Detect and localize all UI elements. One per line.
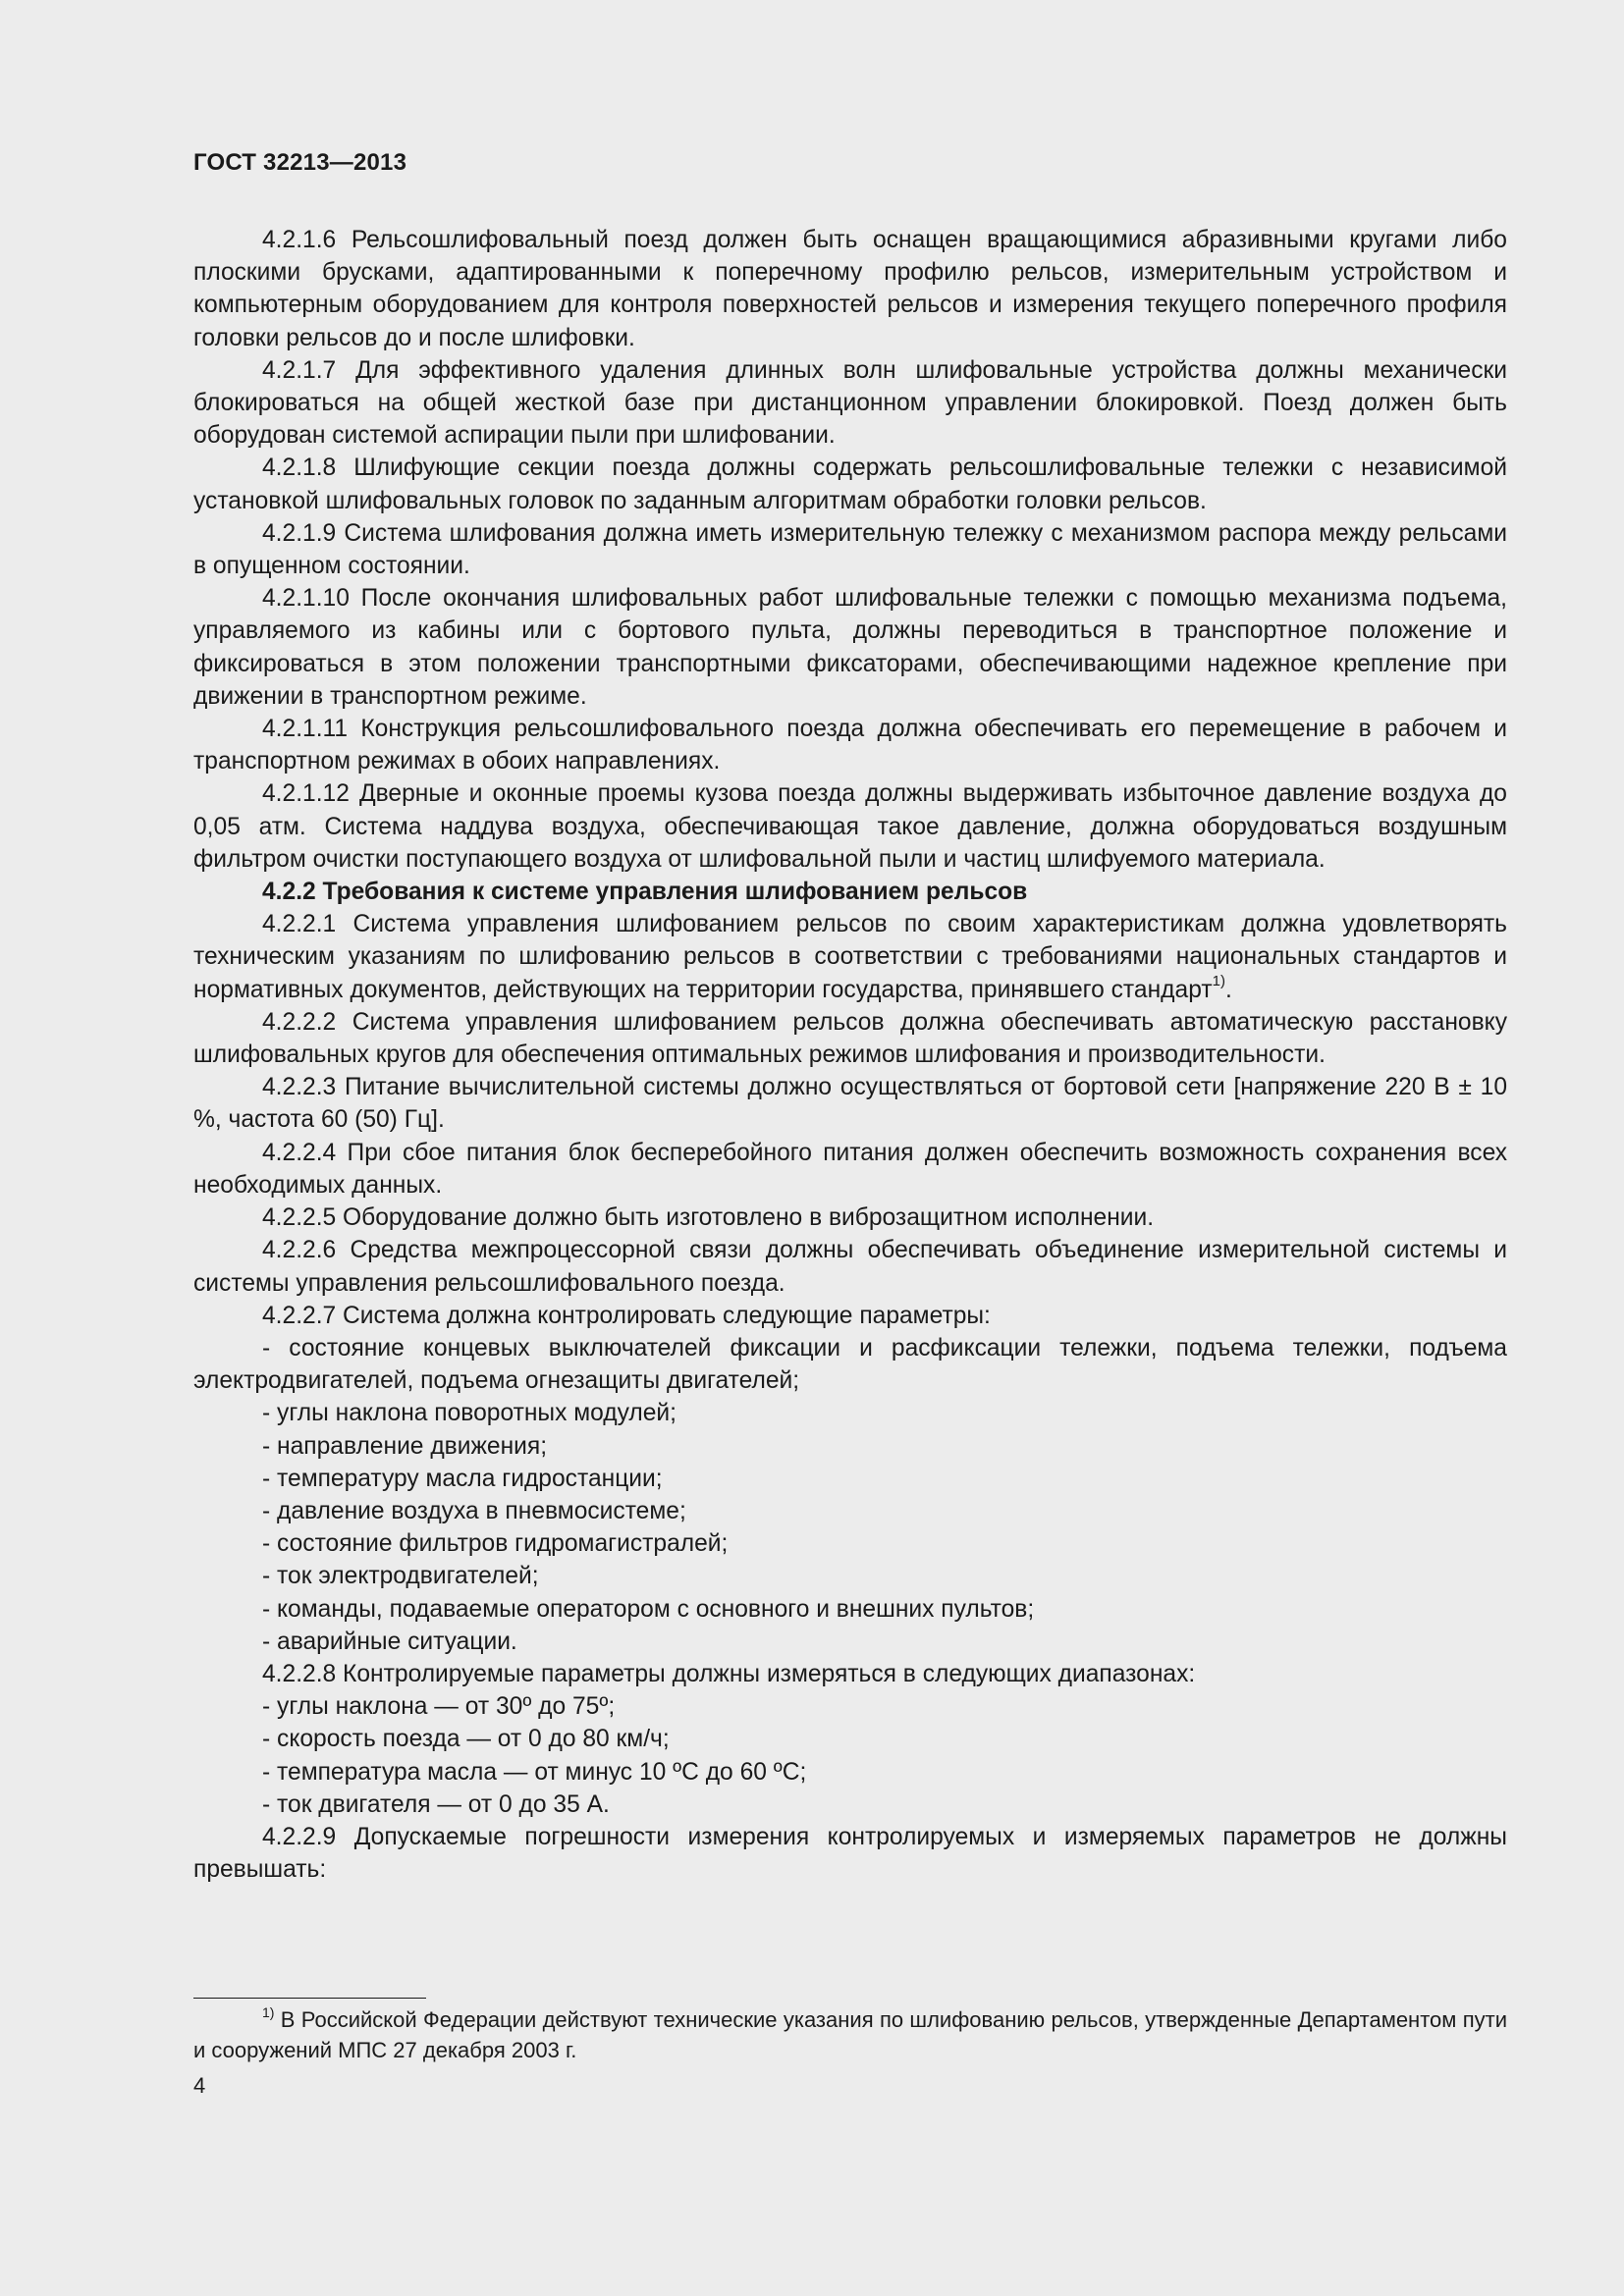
section-heading: 4.2.2 Требования к системе управления шлифованием рельсов: [262, 879, 1028, 906]
page-number: 4: [193, 2073, 206, 2098]
footnote-body: В Российской Федерации действуют технические указания по шлифованию рельсов, утвержденные Департаментом пути и сооружений МПС 27 декабря 2003 г.: [193, 2007, 1507, 2062]
paragraph: 4.2.1.6 Рельсошлифовальный поезд должен быть оснащен вращающимися абразивными кругами либо плоскими брусками, адаптированными к поперечному профилю рельсов, измерительным устройством и компьютерным оборудованием для контроля поверхностей рельсов и измерения текущего поперечного профиля головки рельсов до и после шлифовки.: [193, 227, 1507, 351]
paragraph: 4.2.1.12 Дверные и оконные проемы кузова поезда должны выдерживать избыточное давление воздуха до 0,05 атм. Система наддува воздуха, обеспечивающая такое давление, должна оборудоваться воздушным фильтром очистки поступающего воздуха от шлифовальной пыли и частиц шлифуемого материала.: [193, 780, 1507, 873]
list-item: - состояние концевых выключателей фиксации и расфиксации тележки, подъема тележки, подъема электродвигателей, подъема огнезащиты двигателей;: [193, 1334, 1507, 1395]
paragraph: 4.2.1.11 Конструкция рельсошлифовального поезда должна обеспечивать его перемещение в рабочем и транспортном режимах в обоих направлениях.: [193, 716, 1507, 775]
paragraph: 4.2.1.7 Для эффективного удаления длинных волн шлифовальные устройства должны механически блокироваться на общей жесткой базе при дистанционном управлении блокировкой. Поезд должен быть оборудован системой аспирации пыли при шлифовании.: [193, 356, 1507, 450]
list-item: - ток двигателя — от 0 до 35 А.: [262, 1790, 610, 1818]
paragraph: 4.2.2.5 Оборудование должно быть изготовлено в виброзащитном исполнении.: [262, 1204, 1155, 1232]
footnote: [193, 2004, 1507, 2065]
list-item: - ток электродвигателей;: [262, 1563, 539, 1590]
list-item: - углы наклона поворотных модулей;: [262, 1400, 677, 1427]
paragraph: 4.2.1.9 Система шлифования должна иметь измерительную тележку с механизмом распора между рельсами в опущенном состоянии.: [193, 519, 1507, 580]
list-item: - команды, подаваемые оператором с основного и внешних пультов;: [262, 1595, 1035, 1623]
paragraph: 4.2.2.7 Система должна контролировать следующие параметры:: [262, 1302, 991, 1329]
footnote-divider: [193, 1998, 426, 1999]
body-text: [193, 224, 1507, 1886]
paragraph: 4.2.2.8 Контролируемые параметры должны измеряться в следующих диапазонах:: [262, 1660, 1196, 1687]
paragraph: 4.2.2.2 Система управления шлифованием рельсов должна обеспечивать автоматическую расстановку шлифовальных кругов для обеспечения оптимальных режимов шлифования и производительности.: [193, 1008, 1507, 1069]
list-item: - состояние фильтров гидромагистралей;: [262, 1530, 729, 1558]
paragraph: 4.2.1.10 После окончания шлифовальных работ шлифовальные тележки с помощью механизма подъема, управляемого из кабины или с бортового пульта, должны переводиться в транспортное положение и фиксироваться в этом положении транспортными фиксаторами, обеспечивающими надежное крепление при движении в транспортном режиме.: [193, 585, 1507, 710]
footnote-text: [193, 2004, 1507, 2065]
list-item: - давление воздуха в пневмосистеме;: [262, 1497, 686, 1524]
paragraph: 4.2.2.9 Допускаемые погрешности измерения контролируемых и измеряемых параметров не должны превышать:: [193, 1823, 1507, 1884]
paragraph: 4.2.2.4 При сбое питания блок бесперебойного питания должен обеспечить возможность сохранения всех необходимых данных.: [193, 1139, 1507, 1199]
footnote-ref[interactable]: 1): [1212, 973, 1225, 990]
paragraph-with-footnote: [193, 908, 1507, 1006]
footnote-marker: 1): [262, 2003, 275, 2020]
paragraph: 4.2.2.3 Питание вычислительной системы должно осуществляться от бортовой сети [напряжение 220 В ± 10 %, частота 60 (50) Гц].: [193, 1074, 1507, 1134]
list-item: - аварийные ситуации.: [262, 1628, 517, 1655]
list-item: - температура масла — от минус 10 ºC до 60 ºC;: [262, 1758, 807, 1786]
paragraph: 4.2.1.8 Шлифующие секции поезда должны содержать рельсошлифовальные тележки с независимой установкой шлифовальных головок по заданным алгоритмам обработки головки рельсов.: [193, 454, 1507, 514]
paragraph-tail: .: [1224, 976, 1232, 1003]
list-item: - углы наклона — от 30º до 75º;: [262, 1693, 616, 1721]
list-item: - скорость поезда — от 0 до 80 км/ч;: [262, 1726, 670, 1753]
paragraph-text: 4.2.2.1 Система управления шлифованием рельсов по своим характеристикам должна удовлетворять техническим указаниям по шлифованию рельсов в соответствии с требованиями национальных стандартов и нормативных документов, действующих на территории государства, принявшего стандарт: [193, 911, 1507, 1003]
paragraph: 4.2.2.6 Средства межпроцессорной связи должны обеспечивать объединение измерительной системы и системы управления рельсошлифовального поезда.: [193, 1237, 1507, 1297]
list-item: - направление движения;: [262, 1432, 548, 1460]
document-header: ГОСТ 32213—2013: [193, 149, 407, 176]
list-item: - температуру масла гидростанции;: [262, 1465, 663, 1492]
